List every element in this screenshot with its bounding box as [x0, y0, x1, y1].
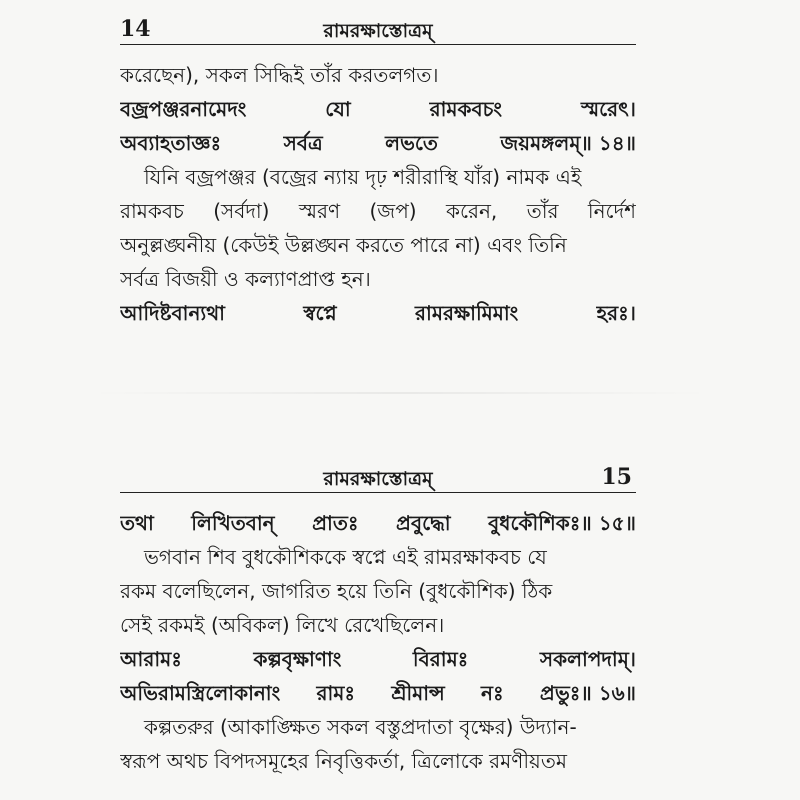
text-line [120, 228, 636, 262]
page-fold-shadow [90, 392, 710, 394]
text-line [120, 608, 636, 642]
text-segment: স্বরূপ অথচ বিপদসমূহের নিবৃত্তিকর্তা, ত্রিলোকে রমণীয়তম [120, 749, 567, 773]
text-line [120, 58, 636, 92]
text-segment: স্মরণ [298, 199, 341, 223]
text-segment: রামকবচং [429, 97, 503, 121]
text-segment: অনুল্লঙ্ঘনীয় (কেউই উল্লঙ্ঘন করতে পারে না) এবং তিনি [120, 233, 567, 257]
text-segment: করেছেন), সকল সিদ্ধিই তাঁর করতলগত। [120, 63, 439, 87]
text-segment: স্মরেৎ। [580, 97, 636, 121]
text-segment: বুধকৌশিকঃ॥ ১৫॥ [488, 511, 636, 535]
text-segment: রামরক্ষামিমাং [415, 301, 519, 325]
text-segment: প্রাতঃ [312, 511, 359, 535]
text-segment: (সর্বদা) [213, 199, 270, 223]
text-line [120, 710, 636, 744]
text-line [120, 262, 636, 296]
text-segment: বিরামঃ [412, 647, 469, 671]
text-segment: করেন, [445, 199, 498, 223]
text-segment: নির্দেশ [587, 199, 636, 223]
text-segment: তথা [120, 511, 154, 535]
verse-line [120, 296, 636, 330]
text-line [120, 160, 636, 194]
text-segment: কল্পতরুর (আকাঙ্ক্ষিত সকল বস্তুপ্রদাতা বৃক্ষের) উদ্যান- [144, 715, 577, 739]
text-segment: সর্বত্র বিজয়ী ও কল্যাণপ্রাপ্ত হন। [120, 267, 371, 291]
page-number: 15 [601, 464, 632, 490]
text-segment: ভগবান শিব বুধকৌশিককে স্বপ্নে এই রামরক্ষাকবচ যে [144, 545, 547, 569]
verse-line [120, 126, 636, 160]
text-segment: তাঁর [526, 199, 559, 223]
running-header [120, 462, 636, 493]
text-segment: লভতে [385, 131, 438, 155]
text-segment: যো [325, 97, 351, 121]
page-14 [0, 0, 800, 360]
verse-line [120, 506, 636, 540]
header-title: রামরক্ষাস্তোত্রম্ [323, 20, 433, 42]
text-segment: আরামঃ [120, 647, 182, 671]
text-segment: অব্যাহতাজ্ঞঃ [120, 131, 222, 155]
text-segment: হরঃ। [596, 301, 636, 325]
text-segment: স্বপ্নে [303, 301, 337, 325]
text-segment: সকলাপদাম্। [539, 647, 636, 671]
text-segment: লিখিতবান্ [191, 511, 275, 535]
text-segment: জয়মঙ্গলম্॥ ১৪॥ [500, 131, 636, 155]
text-segment: সেই রকমই (অবিকল) লিখে রেখেছিলেন। [120, 613, 445, 637]
text-segment: অভিরামস্ত্রিলোকানাং [120, 681, 281, 705]
running-header [120, 14, 636, 45]
text-segment: আদিষ্টবান্যথা [120, 301, 225, 325]
text-segment: রকম বলেছিলেন, জাগরিত হয়ে তিনি (বুধকৌশিক) ঠিক [120, 579, 553, 603]
text-line [120, 744, 636, 778]
page-15 [0, 420, 800, 800]
text-segment: রামকবচ [120, 199, 184, 223]
header-title: রামরক্ষাস্তোত্রম্ [323, 468, 433, 490]
verse-line [120, 676, 636, 710]
text-line [120, 194, 636, 228]
text-segment: প্রবুদ্ধো [396, 511, 451, 535]
text-segment: যিনি বজ্রপঞ্জর (বজ্রের ন্যায় দৃঢ় শরীরাস্থি যাঁর) নামক এই [144, 165, 582, 189]
text-segment: কল্পবৃক্ষাণাং [253, 647, 342, 671]
text-segment: নঃ [481, 681, 504, 705]
text-line [120, 574, 636, 608]
text-body [120, 506, 636, 778]
text-segment: রামঃ [316, 681, 356, 705]
verse-line [120, 642, 636, 676]
text-body [120, 58, 636, 330]
text-segment: বজ্রপঞ্জরনামেদং [120, 97, 247, 121]
text-segment: সর্বত্র [283, 131, 323, 155]
text-line [120, 540, 636, 574]
text-segment: (জপ) [369, 199, 417, 223]
page-number: 14 [120, 16, 151, 42]
text-segment: প্রভুঃ॥ ১৬॥ [539, 681, 636, 705]
text-segment: শ্রীমান্স [391, 681, 445, 705]
verse-line [120, 92, 636, 126]
